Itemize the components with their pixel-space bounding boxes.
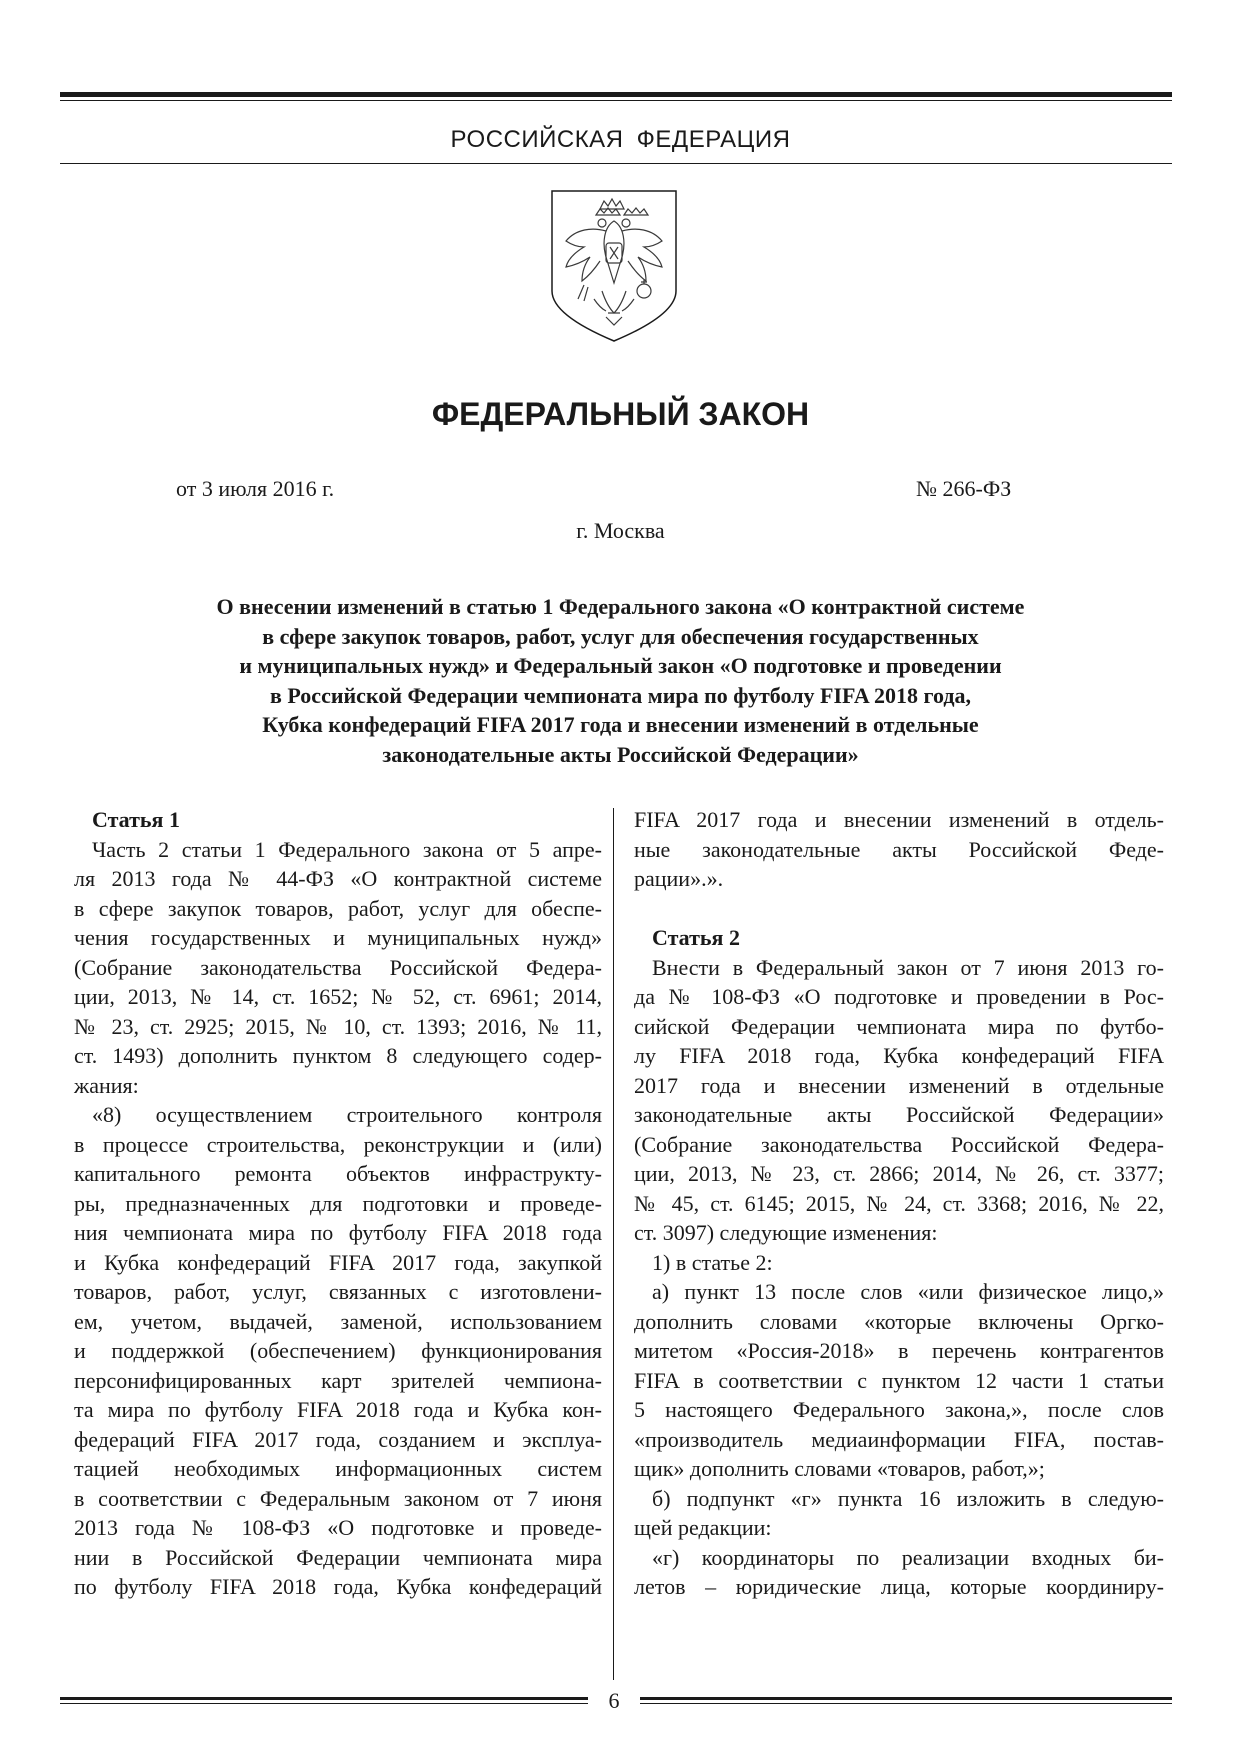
coat-of-arms-icon	[548, 187, 680, 345]
heading-line: в Российской Федерации чемпионата мира по футболу FIFA 2018 года,	[270, 682, 971, 708]
text-line: тацией необходимых информационных систем	[74, 1456, 602, 1481]
text-line: ст. 1493) дополнить пунктом 8 следующего содер-	[74, 1043, 602, 1068]
country-name: РОССИЙСКАЯ ФЕДЕРАЦИЯ	[450, 126, 791, 153]
text-line: ст. 3097) следующие изменения:	[634, 1220, 938, 1245]
article-1-paragraph-1	[74, 835, 602, 1101]
text-line: жания:	[74, 1072, 139, 1098]
text-line: ля 2013 года № 44-ФЗ «О контрактной системе	[74, 866, 602, 891]
text-line: Часть 2 статьи 1 Федерального закона от 5 апре-	[92, 836, 602, 862]
page-number: 6	[608, 1688, 620, 1713]
document-type-title: ФЕДЕРАЛЬНЫЙ ЗАКОН	[431, 396, 810, 432]
text-line: рации».».	[634, 866, 724, 891]
article-2-title: Статья 2	[652, 925, 740, 950]
footer-rule-right-thin	[640, 1703, 1172, 1704]
item-b	[634, 1484, 1164, 1543]
text-line: «8) осуществлением строительного контроля	[92, 1102, 602, 1127]
text-line: сийской Федерации чемпионата мира по футбо-	[634, 1013, 1164, 1039]
text-line: (Собрание законодательства Российской Федера-	[634, 1131, 1164, 1157]
heading-line: и муниципальных нужд» и Федеральный закон «О подготовке и проведении	[239, 653, 1002, 678]
document-number: № 266-ФЗ	[916, 476, 1012, 501]
text-line: персонифицированных карт зрителей чемпиона-	[74, 1367, 602, 1393]
law-heading	[140, 592, 1101, 769]
text-line: лу FIFA 2018 года, Кубка конфедераций FIFA	[634, 1043, 1164, 1068]
article-1-paragraph-2	[74, 1100, 602, 1602]
left-column	[74, 805, 602, 1602]
text-line: митетом «Россия-2018» в перечень контрагентов	[634, 1338, 1164, 1363]
text-line: щик» дополнить словами «товаров, работ,»;	[634, 1456, 1045, 1481]
text-line: ные законодательные акты Российской Феде-	[634, 836, 1164, 862]
text-line: ции, 2013, № 23, ст. 2866; 2014, № 26, ст. 3377;	[634, 1161, 1164, 1186]
text-line: в процессе строительства, реконструкции и (или)	[74, 1131, 602, 1157]
item-a	[634, 1277, 1164, 1484]
text-line: по футболу FIFA 2018 года, Кубка конфедераций	[74, 1574, 602, 1599]
text-line: № 45, ст. 6145; 2015, № 24, ст. 3368; 2016, № 22,	[634, 1190, 1164, 1216]
article-1-continuation	[634, 805, 1164, 894]
article-1-title: Статья 1	[92, 807, 180, 832]
footer-rule-left-thick	[60, 1697, 588, 1700]
text-line: товаров, работ, услуг, связанных с изготовлени-	[74, 1279, 602, 1304]
text-line: (Собрание законодательства Российской Федера-	[74, 954, 602, 980]
text-line: в соответствии с Федеральным законом от 7 июня	[74, 1485, 602, 1511]
article-2-paragraph-1	[634, 953, 1164, 1248]
text-line: дополнить словами «которые включены Оргко-	[634, 1308, 1164, 1334]
text-line: б) подпункт «г» пункта 16 изложить в следую-	[652, 1485, 1164, 1511]
text-line: ем, учетом, выдачей, заменой, использованием	[74, 1308, 602, 1334]
text-line: 2013 года № 108-ФЗ «О подготовке и проведе-	[74, 1515, 602, 1540]
top-double-rule-thin	[60, 100, 1172, 101]
text-line: законодательные акты Российской Федерации»	[634, 1102, 1164, 1127]
heading-line: О внесении изменений в статью 1 Федерального закона «О контрактной системе	[216, 594, 1025, 619]
text-line: в сфере закупок товаров, работ, услуг для обеспе-	[74, 895, 602, 921]
item-1	[634, 1248, 1164, 1278]
text-line: капитального ремонта объектов инфраструкту-	[74, 1161, 602, 1186]
text-line: летов – юридические лица, которые координиру-	[634, 1574, 1164, 1599]
country-underline	[60, 163, 1172, 164]
text-line: чения государственных и муниципальных нужд»	[74, 925, 602, 950]
document-date: от 3 июля 2016 г.	[176, 476, 335, 501]
text-line: а) пункт 13 после слов «или физическое лицо,»	[652, 1279, 1164, 1304]
paragraph-spacer	[634, 894, 1164, 924]
text-line: 5 настоящего Федерального закона,», после слов	[634, 1397, 1164, 1422]
footer-rule-right-thick	[640, 1697, 1172, 1700]
text-line: № 23, ст. 2925; 2015, № 10, ст. 1393; 2016, № 11,	[74, 1013, 602, 1039]
text-line: ции, 2013, № 14, ст. 1652; № 52, ст. 6961; 2014,	[74, 984, 602, 1009]
text-line: щей редакции:	[634, 1515, 772, 1540]
text-line: 1) в статье 2:	[652, 1249, 773, 1275]
text-line: та мира по футболу FIFA 2018 года и Кубка кон-	[74, 1397, 602, 1422]
column-divider	[613, 808, 614, 1680]
text-line: ния чемпионата мира по футболу FIFA 2018 года	[74, 1220, 602, 1245]
text-line: Внести в Федеральный закон от 7 июня 2013 го-	[652, 954, 1164, 980]
text-line: нии в Российской Федерации чемпионата мира	[74, 1544, 602, 1570]
document-city: г. Москва	[576, 518, 665, 543]
text-line: 2017 года и внесении изменений в отдельные	[634, 1072, 1164, 1098]
top-double-rule-thick	[60, 92, 1172, 97]
item-g	[634, 1543, 1164, 1602]
footer-rule-left-thin	[60, 1703, 588, 1704]
text-line: FIFA 2017 года и внесении изменений в отдель-	[634, 807, 1164, 832]
text-line: ры, предназначенных для подготовки и проведе-	[74, 1190, 602, 1216]
text-line: и Кубка конфедераций FIFA 2017 года, закупкой	[74, 1249, 602, 1275]
text-line: и поддержкой (обеспечением) функционирования	[74, 1338, 602, 1363]
text-line: «г) координаторы по реализации входных би-	[652, 1544, 1164, 1570]
text-line: федераций FIFA 2017 года, созданием и эксплуа-	[74, 1426, 602, 1452]
heading-line: Кубка конфедераций FIFA 2017 года и внесении изменений в отдельные	[262, 712, 979, 737]
right-column	[634, 805, 1164, 1602]
heading-line: в сфере закупок товаров, работ, услуг для обеспечения государственных	[262, 623, 979, 649]
text-line: FIFA в соответствии с пунктом 12 части 1 статьи	[634, 1367, 1164, 1393]
heading-line: законодательные акты Российской Федерации»	[382, 741, 859, 767]
text-line: да № 108-ФЗ «О подготовке и проведении в Рос-	[634, 984, 1164, 1009]
text-line: «производитель медиаинформации FIFA, постав-	[634, 1426, 1164, 1452]
